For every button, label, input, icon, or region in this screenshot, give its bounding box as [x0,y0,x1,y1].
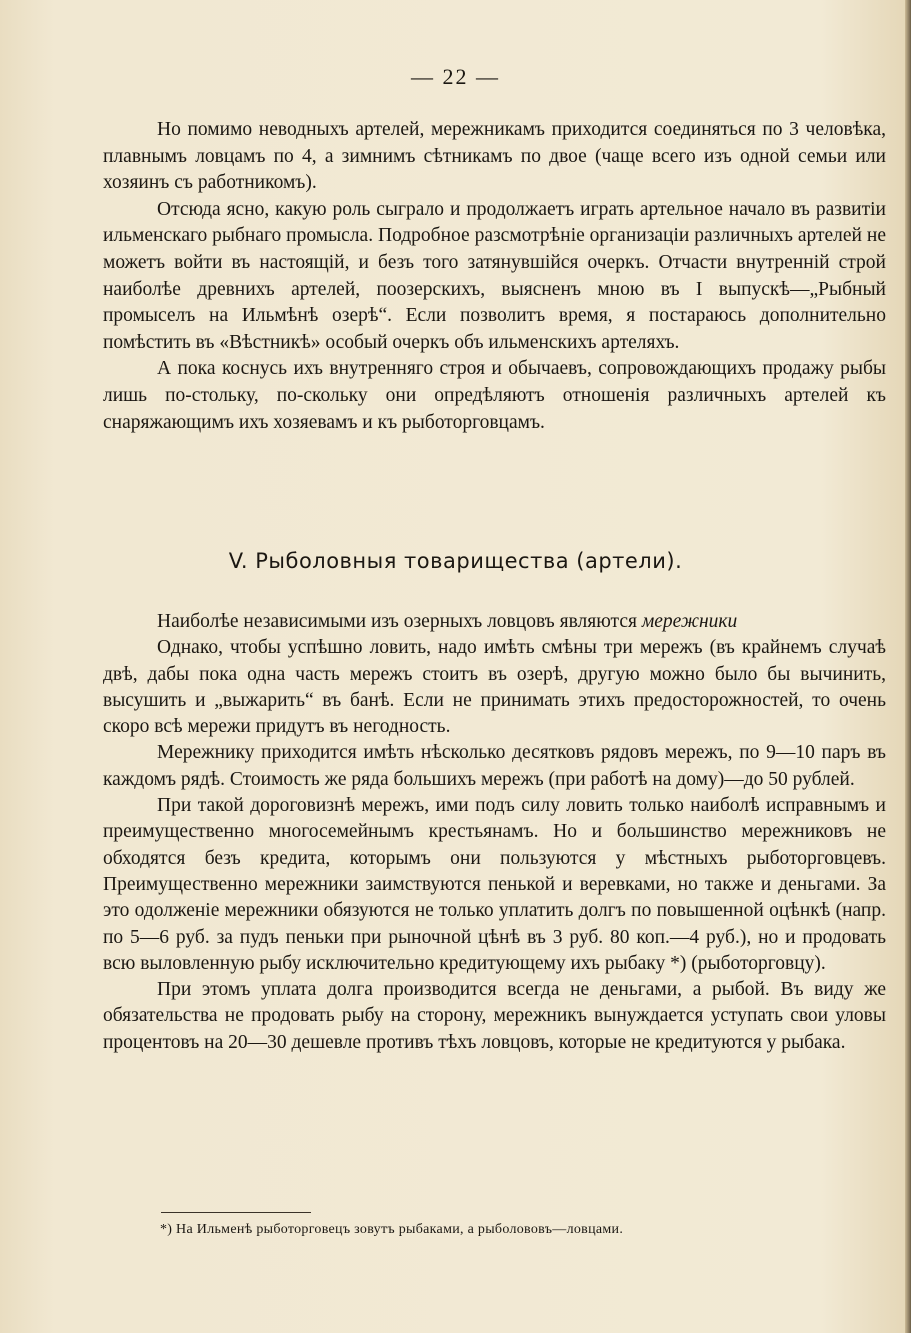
paragraph: При этомъ уплата долга производится всегда не деньгами, а рыбой. Въ виду же обязательства не продовать рыбу на сторону, мережникъ вынуждается уступать свои уловы процентовъ на 20—30 дешевле противъ тѣхъ ловцовъ, которые не кредитуются у рыбака. [103,979,886,1053]
paragraph: А пока коснусь ихъ внутренняго строя и обычаевъ, сопровождающихъ продажу рыбы лишь по-стольку, по-скольку они опредѣляютъ отношенiя различныхъ артелей къ снаряжающимъ ихъ хозяевамъ и къ рыботорговцамъ. [103,358,886,433]
text-block-intro [103,117,886,436]
footnote-divider [161,1212,311,1213]
section-heading: V. Рыболовныя товарищества (артели). [228,549,683,573]
paragraph: Мережнику приходится имѣть нѣсколько десятковъ рядовъ мережъ, по 9—10 паръ въ каждомъ рядѣ. Стоимость же ряда большихъ мережъ (при работѣ на дому)—до 50 рублей. [103,742,886,790]
emphasized-word: мережники [641,611,738,632]
footnote: *) На Ильменѣ рыботорговецъ зовутъ рыбаками, а рыболововъ—ловцами. [160,1222,624,1237]
paragraph: Но помимо неводныхъ артелей, мережникамъ приходится соединяться по 3 человѣка, плавнымъ ловцамъ по 4, а зимнимъ сѣтникамъ по двое (чаще всего изъ одной семьи или хозяинъ съ работникомъ). [103,119,886,194]
text-block-section-v [103,609,886,1056]
page-number: — 22 — [411,64,500,89]
paragraph: При такой дороговизнѣ мережъ, ими подъ силу ловить только наиболѣ исправнымъ и преимущественно многосемейнымъ крестьянамъ. Но и большинство мережниковъ не обходятся безъ кредита, которымъ они пользуются у мѣстныхъ рыботорговцевъ. Преимущественно мережники заимствуются пенькой и веревками, но также и деньгами. За это одолженiе мережники обязуются не только уплатить долгъ по повышенной оцѣнкѣ (напр. по 5—6 руб. за пудъ пеньки при рыночной цѣнѣ въ 3 руб. 80 коп.—4 руб.), но и продовать всю выловленную рыбу исключительно кредитующему ихъ рыбаку *) (рыботорговцу). [103,795,886,974]
paragraph [103,609,886,635]
paragraph-text: Наиболѣе независимыми изъ озерныхъ ловцовъ являются [157,611,642,632]
paragraph: Отсюда ясно, какую роль сыграло и продолжаетъ играть артельное начало въ развитiи ильменскаго рыбнаго промысла. Подробное разсмотрѣнiе организацiи различныхъ артелей не можетъ войти въ настоящiй, и безъ того затянувшiйся очеркъ. Отчасти внутреннiй строй наиболѣе древнихъ артелей, поозерскихъ, выясненъ мною въ I выпускѣ—„Рыбный промыселъ на Ильмѣнѣ озерѣ“. Если позволитъ время, я постараюсь дополнительно помѣстить въ «Вѣстникѣ» особый очеркъ объ ильменскихъ артеляхъ. [103,198,886,353]
page-edge [905,0,911,1333]
paragraph: Однако, чтобы успѣшно ловить, надо имѣть смѣны три мережъ (въ крайнемъ случаѣ двѣ, дабы пока одна часть мережъ стоитъ въ озерѣ, другую можно было бы вычинить, высушить и „выжарить“ въ банѣ. Если не принимать этихъ предосторожностей, то очень скоро всѣ мережи придутъ въ негодность. [103,637,886,738]
